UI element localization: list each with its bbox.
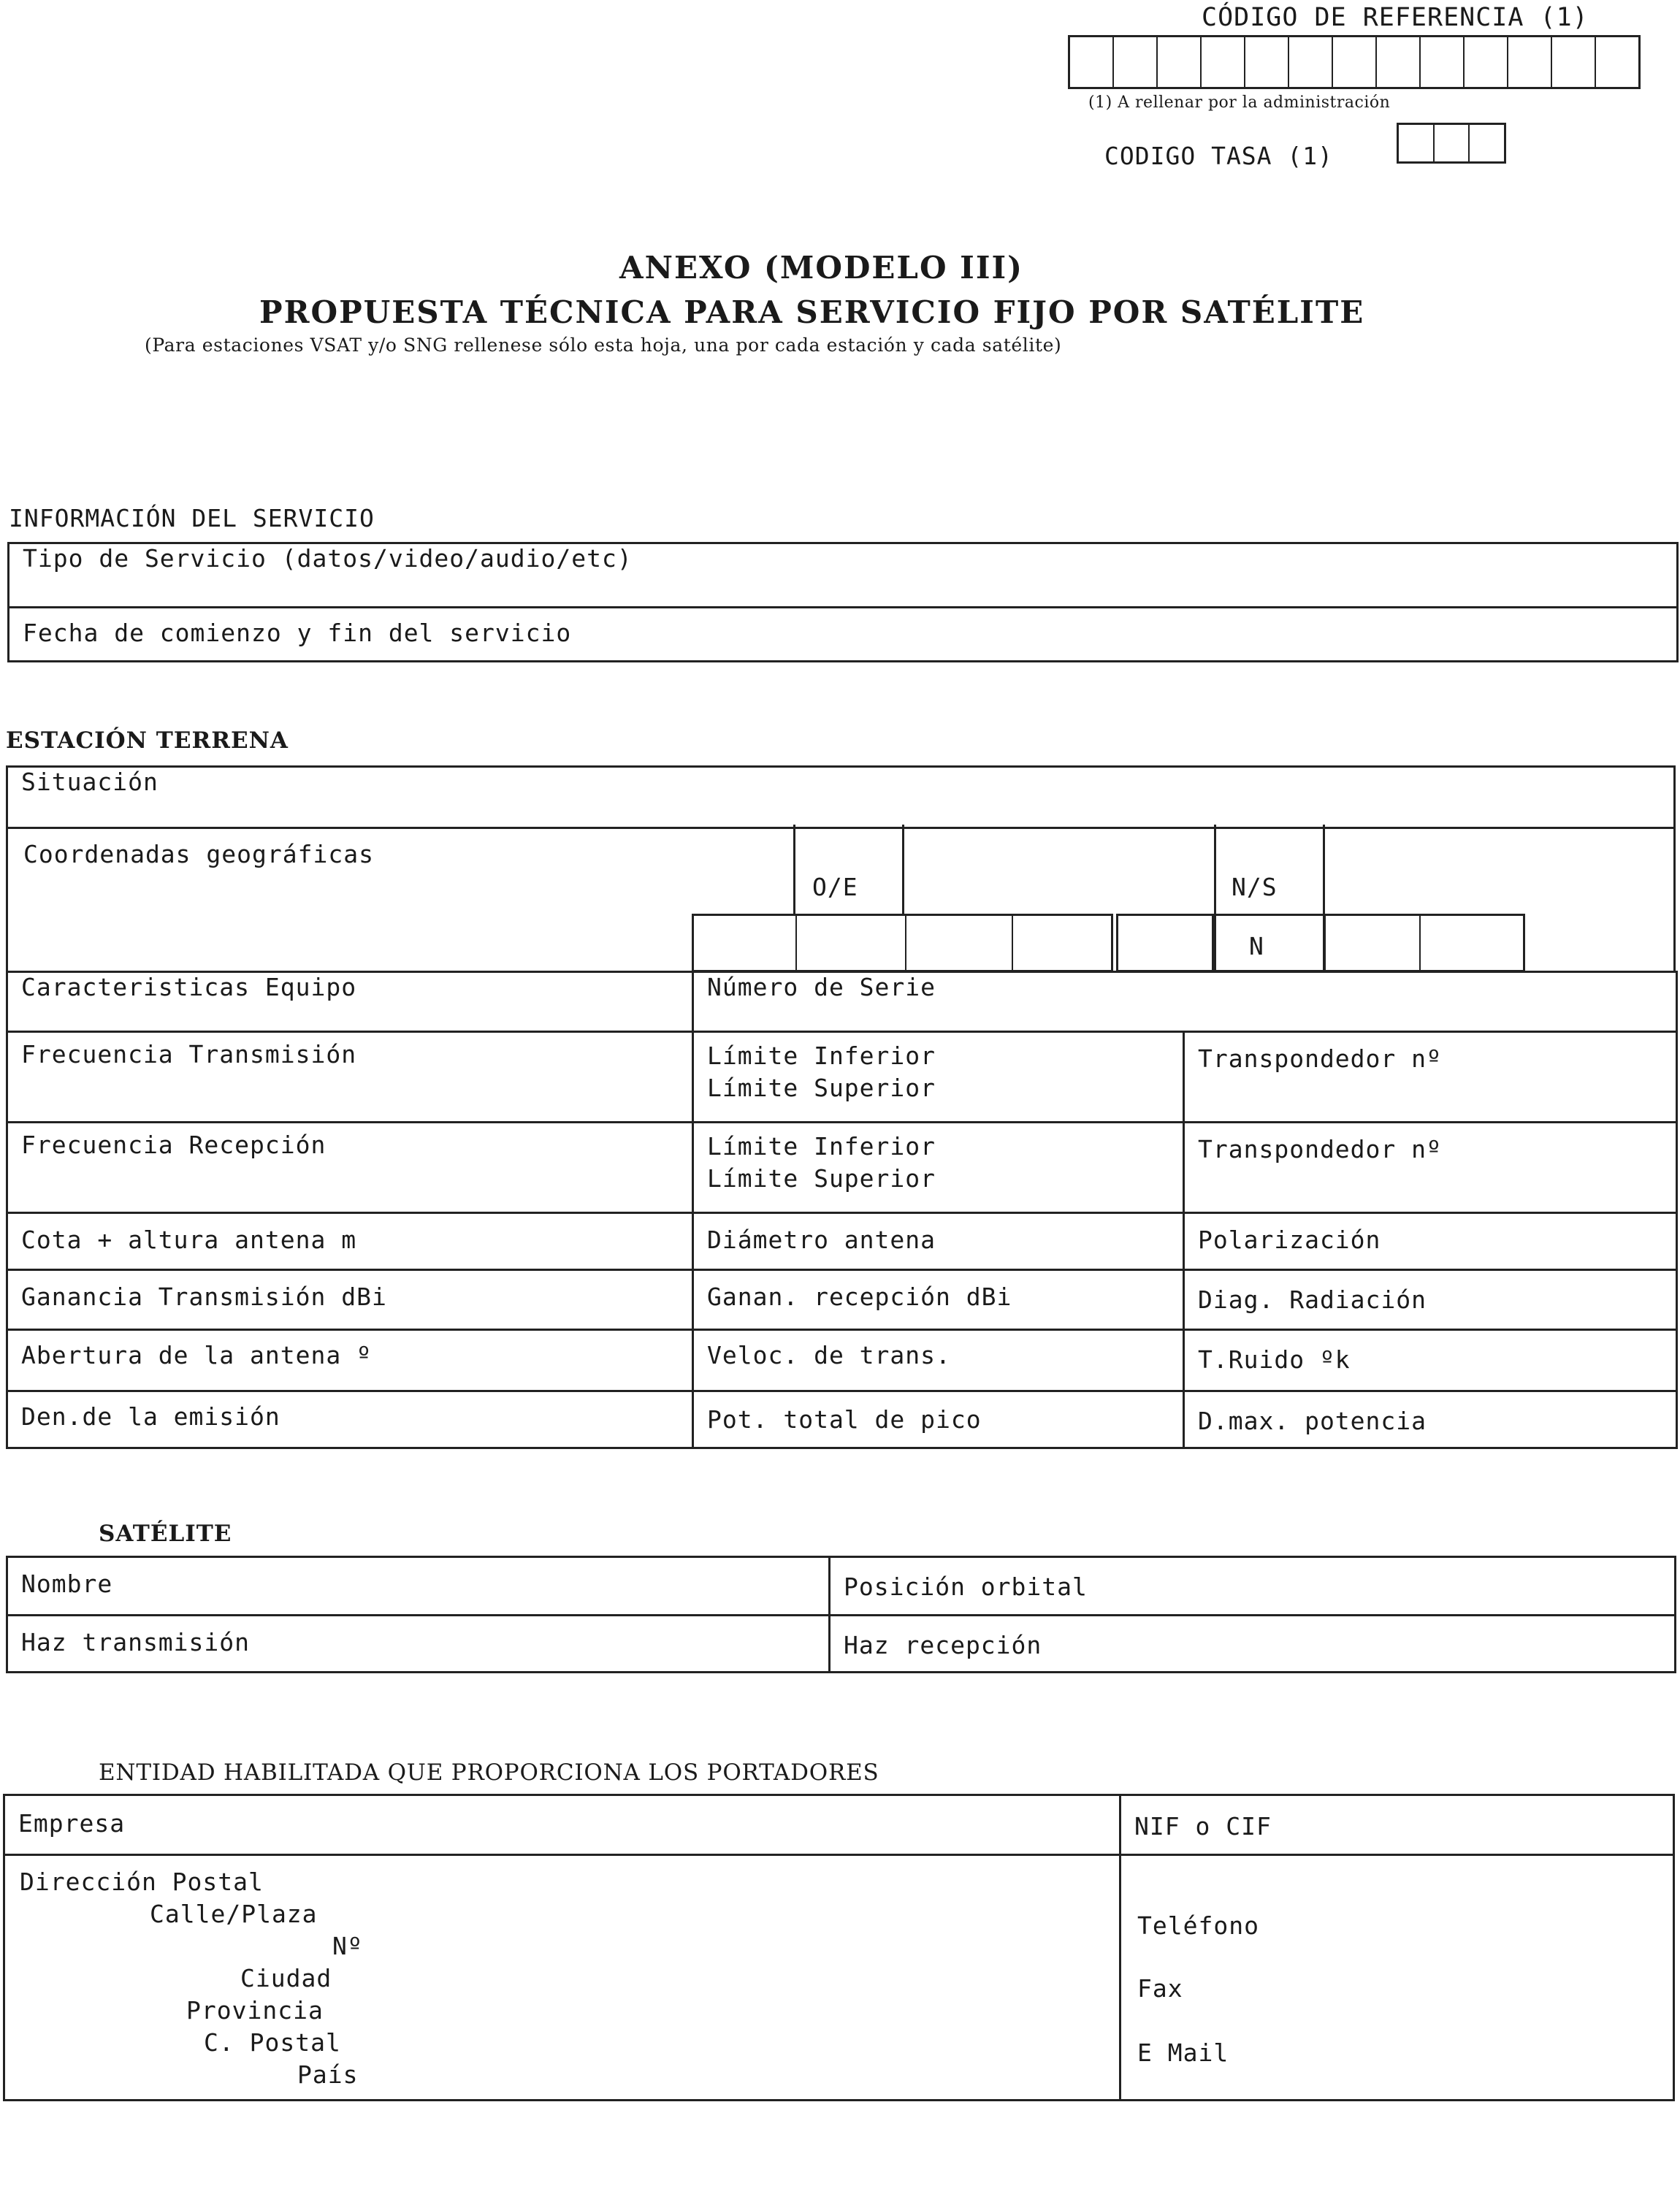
contacto-field[interactable]: [1120, 1855, 1674, 2101]
tipo-servicio-field[interactable]: [9, 543, 1678, 608]
situacion-field[interactable]: [7, 767, 1675, 828]
coord-ns-boxes[interactable]: [1324, 914, 1525, 972]
oe-label: O/E: [812, 873, 858, 901]
email-label: E Mail: [1137, 2038, 1229, 2067]
section-heading-satelite: SATÉLITE: [99, 1521, 232, 1547]
fax-label: Fax: [1137, 1974, 1183, 2003]
truido-field[interactable]: [1184, 1330, 1677, 1391]
fecha-servicio-label: Fecha de comienzo y fin del servicio: [23, 619, 572, 647]
frecuencia-rx-label: Frecuencia Recepción: [21, 1131, 327, 1159]
transpondedor-rx-field[interactable]: [1184, 1123, 1677, 1213]
haz-rx-field[interactable]: [830, 1616, 1676, 1673]
pais-label: País: [297, 2060, 359, 2089]
frecuencia-tx-label: Frecuencia Transmisión: [21, 1040, 357, 1069]
posicion-orbital-label: Posición orbital: [844, 1572, 1088, 1601]
limite-inferior-rx-label: Límite Inferior: [707, 1132, 936, 1161]
diag-radiacion-label: Diag. Radiación: [1198, 1285, 1427, 1314]
coord-oe-boxes[interactable]: [692, 914, 1113, 972]
caracteristicas-label: Caracteristicas Equipo: [21, 973, 357, 1001]
ciudad-label: Ciudad: [240, 1964, 332, 1992]
nombre-satelite-label: Nombre: [21, 1570, 113, 1598]
calle-plaza-label: Calle/Plaza: [150, 1900, 318, 1928]
page-title-propuesta: PROPUESTA TÉCNICA PARA SERVICIO FIJO POR SATÉLITE: [259, 294, 1365, 330]
transpondedor-tx-field[interactable]: [1184, 1032, 1677, 1123]
situacion-table: [6, 765, 1676, 829]
numero-serie-field[interactable]: [693, 972, 1677, 1032]
frecuencia-tx-field: [7, 1032, 693, 1123]
numero-label: Nº: [332, 1932, 363, 1960]
abertura-field[interactable]: [7, 1330, 693, 1391]
section-heading-estacion: ESTACIÓN TERRENA: [6, 727, 289, 754]
nif-field[interactable]: [1120, 1795, 1674, 1855]
coordenadas-label: Coordenadas geográficas: [23, 840, 374, 868]
page-subtitle-note: (Para estaciones VSAT y/o SNG rellenese sólo esta hoja, una por cada estación y cada satélite): [145, 335, 1062, 356]
empresa-field[interactable]: [4, 1795, 1120, 1855]
limite-inferior-tx-label: Límite Inferior: [707, 1042, 936, 1070]
codigo-tasa-label: CODIGO TASA (1): [1104, 142, 1334, 170]
ganancia-rx-field[interactable]: [693, 1270, 1184, 1330]
transpondedor-tx-label: Transpondedor nº: [1198, 1044, 1442, 1073]
dmax-potencia-label: D.max. potencia: [1198, 1407, 1427, 1435]
diametro-label: Diámetro antena: [707, 1226, 936, 1254]
nota-administracion: (1) A rellenar por la administración: [1088, 93, 1391, 112]
velocidad-label: Veloc. de trans.: [707, 1341, 951, 1369]
posicion-orbital-field[interactable]: [830, 1557, 1676, 1616]
nombre-satelite-field[interactable]: [7, 1557, 830, 1616]
direccion-postal-label: Dirección Postal: [20, 1868, 264, 1896]
haz-rx-label: Haz recepción: [844, 1631, 1042, 1659]
codigo-referencia-label: CÓDIGO DE REFERENCIA (1): [1202, 3, 1589, 32]
caracteristicas-field: [7, 972, 693, 1032]
den-emision-field[interactable]: [7, 1391, 693, 1448]
empresa-label: Empresa: [18, 1809, 126, 1838]
ganancia-tx-field[interactable]: [7, 1270, 693, 1330]
coord-n-box: [1214, 914, 1325, 972]
section-heading-servicio: INFORMACIÓN DEL SERVICIO: [9, 504, 375, 532]
coord-gap-box[interactable]: [1116, 914, 1214, 972]
codigo-postal-label: C. Postal: [204, 2028, 341, 2057]
truido-label: T.Ruido ºk: [1198, 1345, 1351, 1374]
servicio-table: [7, 542, 1679, 662]
velocidad-field[interactable]: [693, 1330, 1184, 1391]
ns-header-cell: [1214, 825, 1325, 915]
ganancia-tx-label: Ganancia Transmisión dBi: [21, 1283, 387, 1311]
codigo-referencia-boxes[interactable]: [1068, 35, 1641, 89]
limites-rx-field[interactable]: [693, 1123, 1184, 1213]
abertura-label: Abertura de la antena º: [21, 1341, 372, 1369]
provincia-label: Provincia: [186, 1996, 324, 2025]
oe-header-cell: [793, 825, 904, 915]
frecuencia-rx-field: [7, 1123, 693, 1213]
ns-label: N/S: [1232, 873, 1278, 901]
codigo-tasa-boxes[interactable]: [1397, 123, 1506, 164]
n-label: N: [1249, 932, 1264, 960]
haz-tx-field[interactable]: [7, 1616, 830, 1673]
dmax-potencia-field[interactable]: [1184, 1391, 1677, 1448]
limites-tx-field[interactable]: [693, 1032, 1184, 1123]
entidad-table: [3, 1794, 1675, 2101]
potencia-pico-field[interactable]: [693, 1391, 1184, 1448]
potencia-pico-label: Pot. total de pico: [707, 1405, 982, 1434]
diametro-field[interactable]: [693, 1213, 1184, 1270]
situacion-label: Situación: [21, 768, 159, 796]
cota-field[interactable]: [7, 1213, 693, 1270]
diag-radiacion-field[interactable]: [1184, 1270, 1677, 1330]
cota-label: Cota + altura antena m: [21, 1226, 357, 1254]
telefono-label: Teléfono: [1137, 1911, 1259, 1940]
section-heading-entidad: ENTIDAD HABILITADA QUE PROPORCIONA LOS PORTADORES: [99, 1759, 879, 1786]
direccion-postal-field[interactable]: [4, 1855, 1120, 2101]
limite-superior-tx-label: Límite Superior: [707, 1074, 936, 1102]
nif-label: NIF o CIF: [1134, 1812, 1272, 1841]
ganancia-rx-label: Ganan. recepción dBi: [707, 1283, 1012, 1311]
limite-superior-rx-label: Límite Superior: [707, 1164, 936, 1193]
page-title-anexo: ANEXO (MODELO III): [619, 250, 1023, 286]
transpondedor-rx-label: Transpondedor nº: [1198, 1135, 1442, 1163]
equipo-table: [6, 971, 1678, 1449]
fecha-servicio-field[interactable]: [9, 608, 1678, 662]
haz-tx-label: Haz transmisión: [21, 1628, 251, 1656]
polarizacion-field[interactable]: [1184, 1213, 1677, 1270]
polarizacion-label: Polarización: [1198, 1226, 1381, 1254]
tipo-servicio-label: Tipo de Servicio (datos/video/audio/etc): [23, 544, 633, 573]
numero-serie-label: Número de Serie: [707, 973, 936, 1001]
den-emision-label: Den.de la emisión: [21, 1402, 280, 1431]
satelite-table: [6, 1556, 1676, 1673]
